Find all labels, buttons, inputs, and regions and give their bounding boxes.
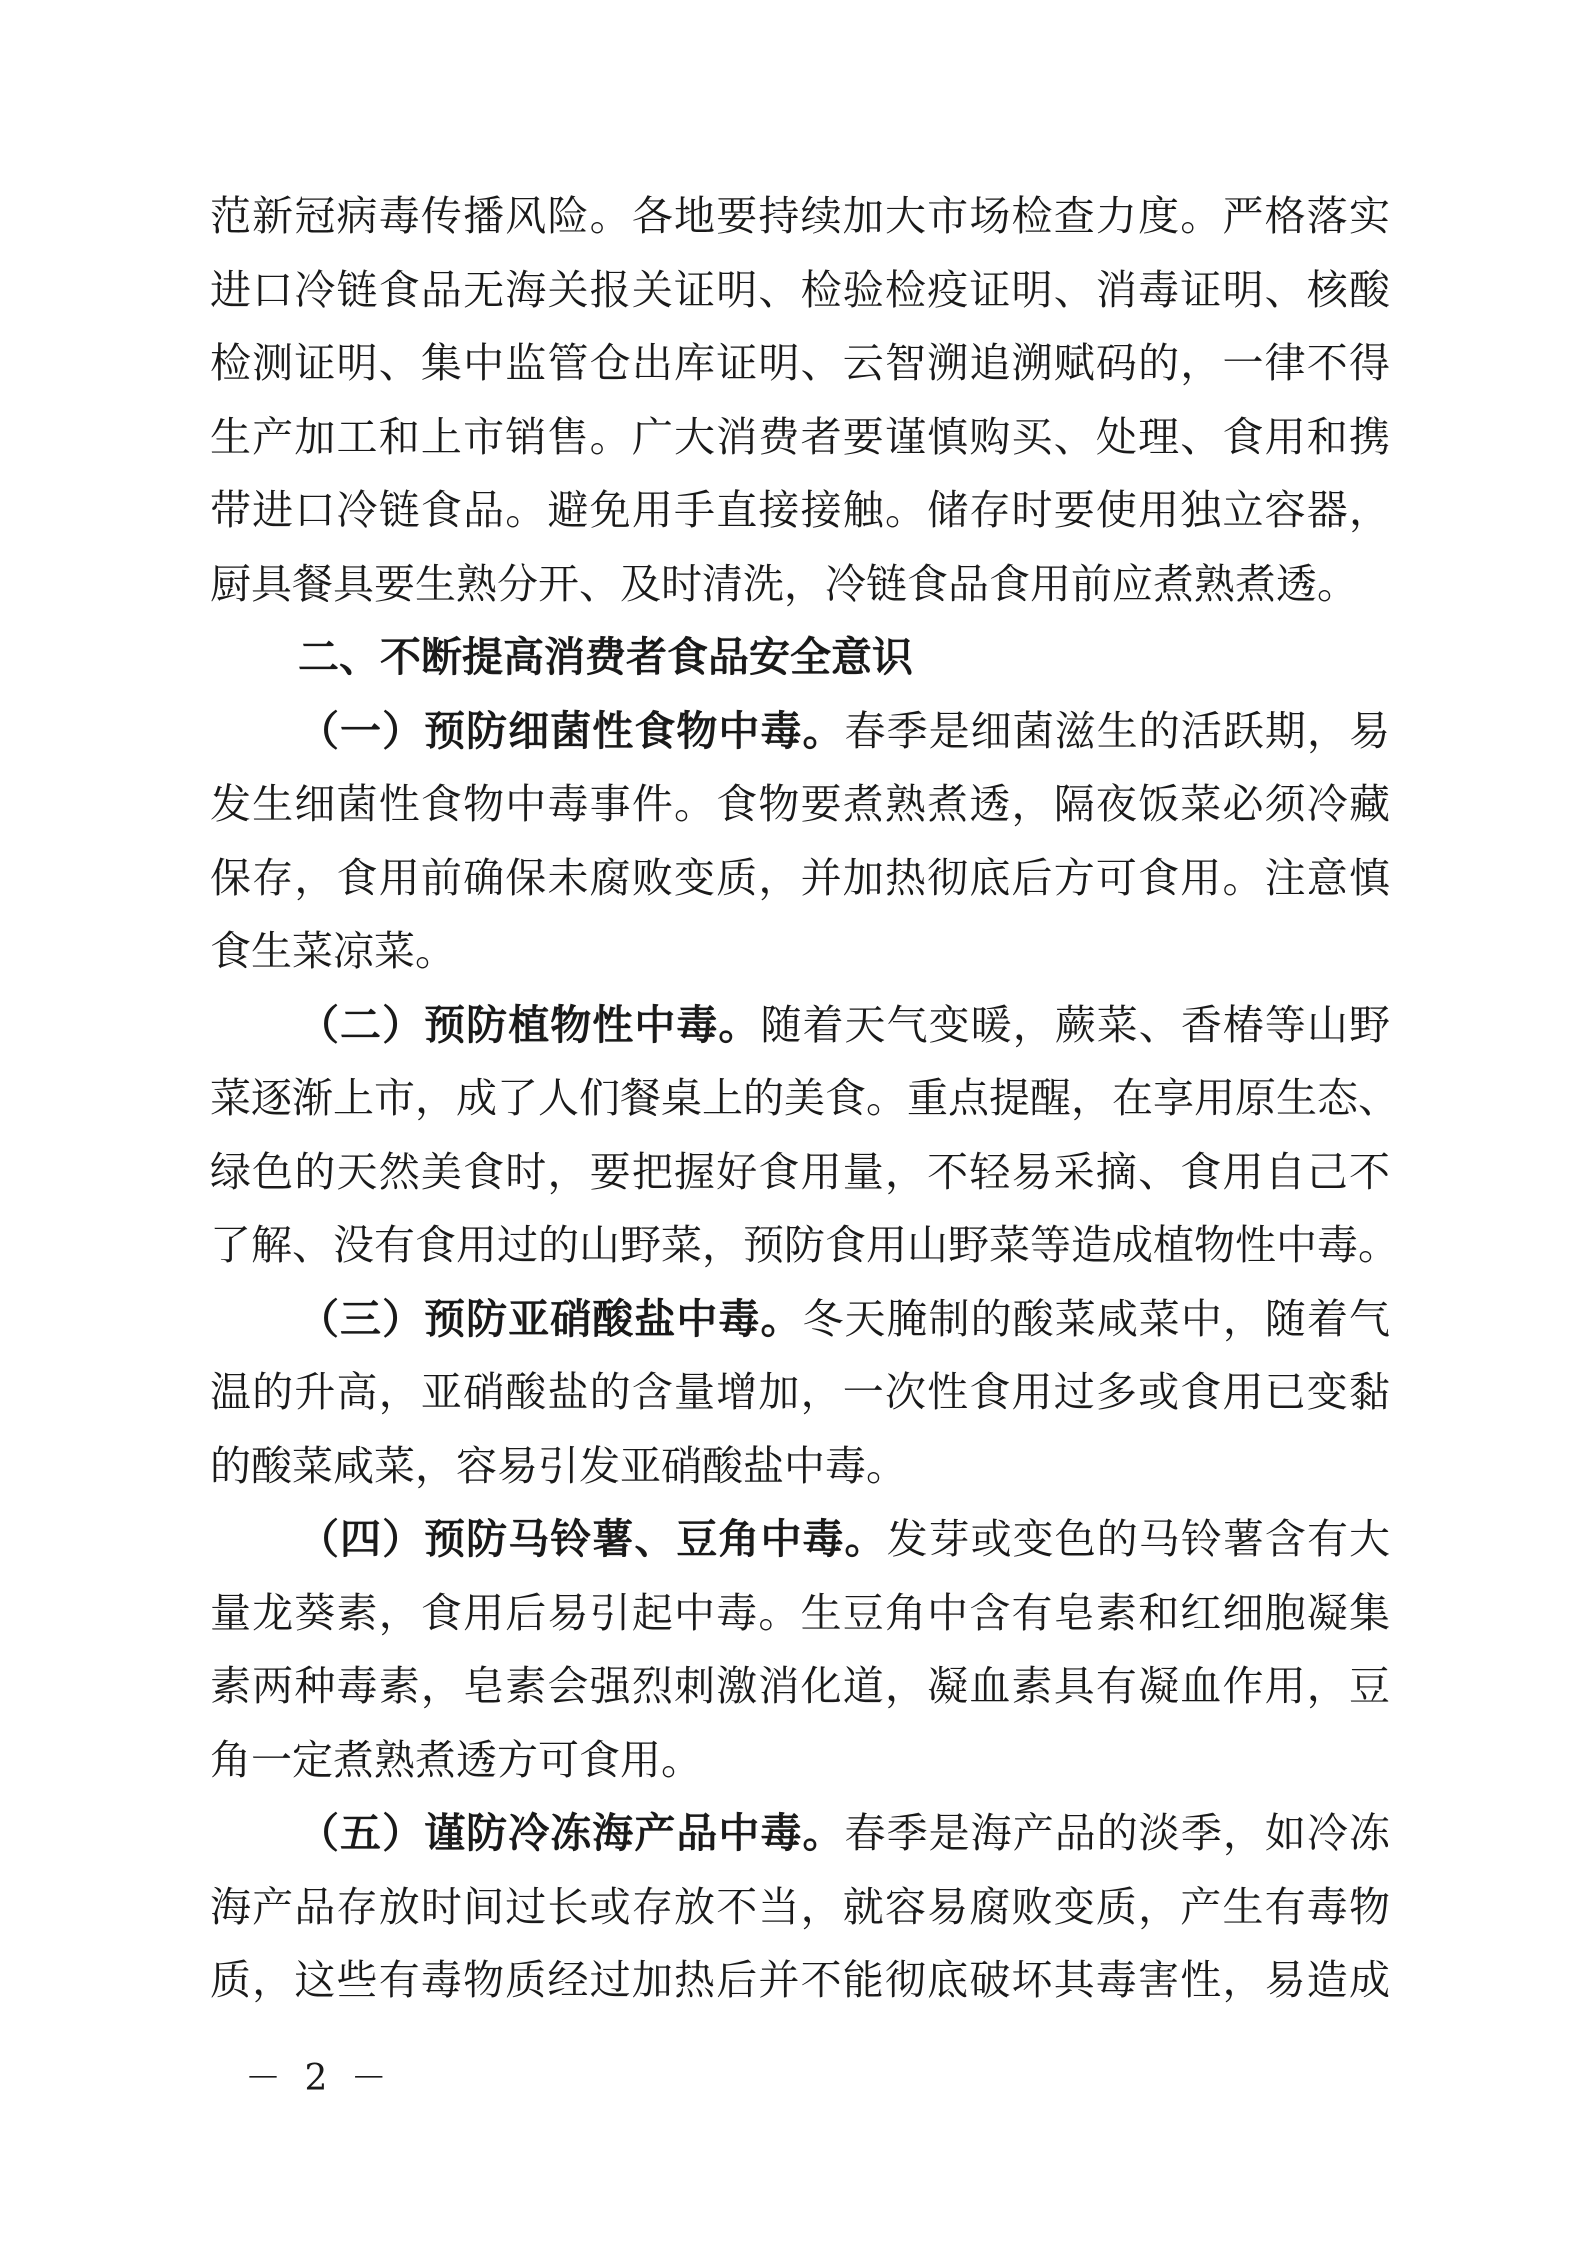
section-heading: 二、不断提高消费者食品安全意识: [298, 633, 913, 681]
intro-paragraph: [210, 180, 1390, 621]
text-line: 温的升高，亚硝酸盐的含量增加，一次性食用过多或食用已变黏: [210, 1368, 1390, 1416]
item-title: （五）谨防冷冻海产品中毒。: [298, 1809, 845, 1857]
item-title: （一）预防细菌性食物中毒。: [298, 706, 845, 755]
text-line: 质，这些有毒物质经过加热后并不能彻底破坏其毒害性，易造成: [210, 1956, 1390, 2004]
text-line: 角一定煮熟煮透方可食用。: [210, 1735, 702, 1784]
item-paragraph-3: [210, 1283, 1390, 1504]
item-title: （三）预防亚硝酸盐中毒。: [298, 1294, 803, 1343]
item-first-line: [210, 1503, 1390, 1577]
item-first-line: [210, 1797, 1390, 1871]
text-line: 带进口冷链食品。避免用手直接接触。储存时要使用独立容器，: [210, 486, 1390, 534]
item-title: （四）预防马铃薯、豆角中毒。: [298, 1515, 887, 1563]
item-text: 随着天气变暖，蕨菜、香椿等山野: [760, 1000, 1391, 1049]
item-first-line: [210, 989, 1390, 1063]
text-line: 绿色的天然美食时，要把握好食用量，不轻易采摘、食用自己不: [210, 1147, 1390, 1196]
text-line: 发生细菌性食物中毒事件。食物要煮熟煮透，隔夜饭菜必须冷藏: [210, 780, 1390, 828]
text-line: 生产加工和上市销售。广大消费者要谨慎购买、处理、食用和携: [210, 412, 1390, 461]
item-text: 发芽或变色的马铃薯含有大: [886, 1515, 1391, 1563]
item-first-line: [210, 1283, 1390, 1357]
text-line: 量龙葵素，食用后易引起中毒。生豆角中含有皂素和红细胞凝集: [210, 1588, 1390, 1637]
text-line: 的酸菜咸菜，容易引发亚硝酸盐中毒。: [210, 1441, 907, 1490]
item-title: （二）预防植物性中毒。: [298, 1000, 761, 1049]
item-paragraph-4: [210, 1503, 1390, 1797]
page-number: － 2 －: [245, 2058, 393, 2099]
text-line: 菜逐渐上市，成了人们餐桌上的美食。重点提醒，在享用原生态、: [210, 1074, 1399, 1122]
text-line: 范新冠病毒传播风险。各地要持续加大市场检查力度。严格落实: [210, 192, 1390, 240]
text-line: 食生菜凉菜。: [210, 927, 456, 975]
item-text: 春季是海产品的淡季，如冷冻: [844, 1809, 1391, 1857]
item-text: 春季是细菌滋生的活跃期，易: [844, 706, 1391, 755]
item-paragraph-5: [210, 1797, 1390, 2018]
item-text: 冬天腌制的酸菜咸菜中，随着气: [802, 1294, 1391, 1343]
document-body: [210, 180, 1399, 2018]
item-paragraph-1: [210, 695, 1390, 989]
text-line: 检测证明、集中监管仓出库证明、云智溯追溯赋码的，一律不得: [210, 339, 1390, 387]
item-first-line: [210, 695, 1390, 769]
text-line: 厨具餐具要生熟分开、及时清洗，冷链食品食用前应煮熟煮透。: [210, 559, 1358, 608]
text-line: 进口冷链食品无海关报关证明、检验检疫证明、消毒证明、核酸: [210, 265, 1390, 314]
text-line: 海产品存放时间过长或存放不当，就容易腐败变质，产生有毒物: [210, 1882, 1390, 1931]
text-line: 了解、没有食用过的山野菜，预防食用山野菜等造成植物性中毒。: [210, 1221, 1399, 1269]
text-line: 保存，食用前确保未腐败变质，并加热彻底后方可食用。注意慎: [210, 853, 1390, 902]
item-paragraph-2: [210, 989, 1399, 1283]
text-line: 素两种毒素，皂素会强烈刺激消化道，凝血素具有凝血作用，豆: [210, 1662, 1390, 1710]
